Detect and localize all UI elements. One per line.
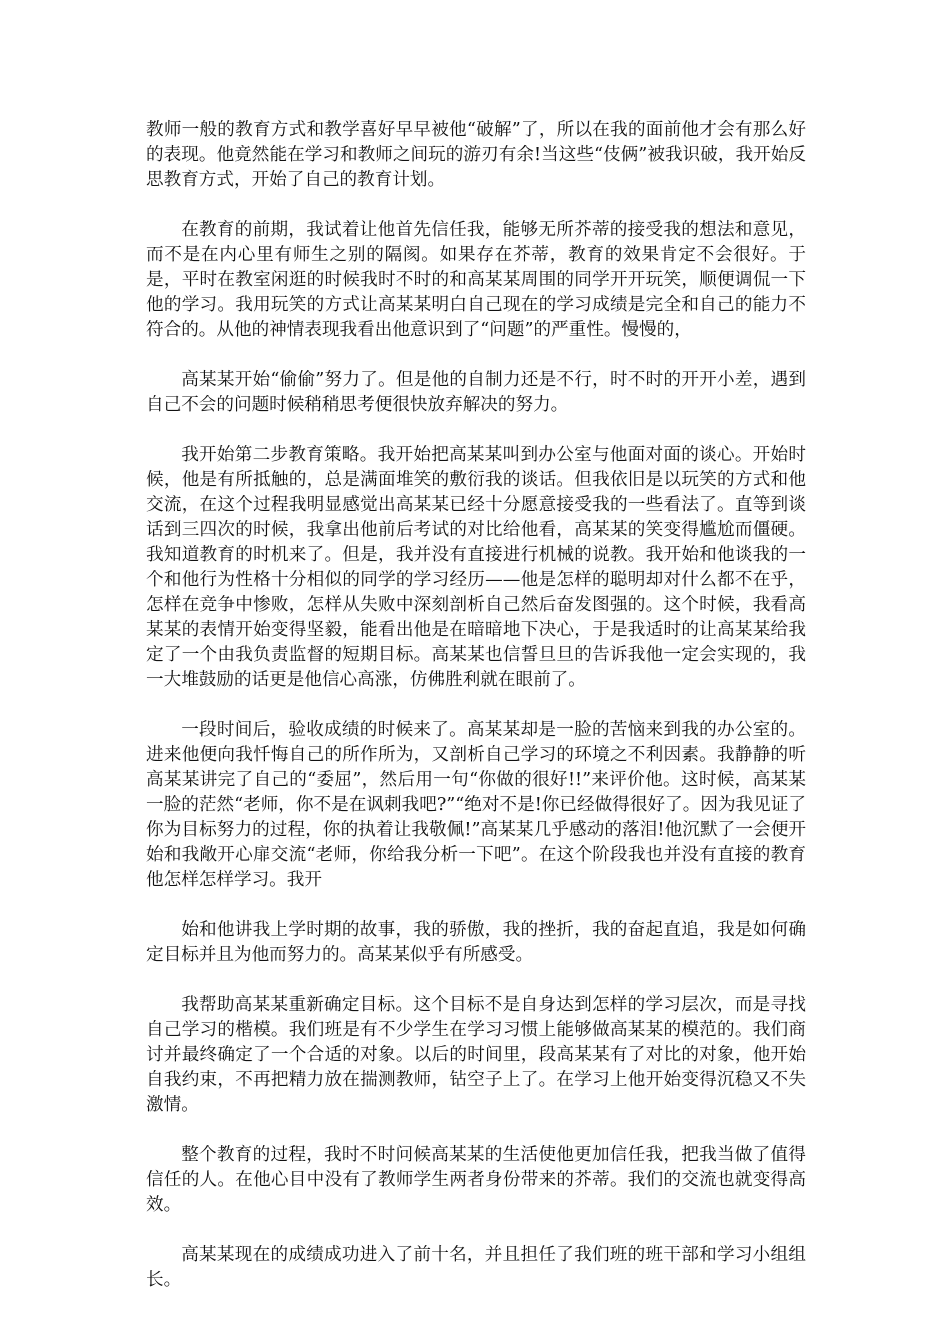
paragraph-6: 始和他讲我上学时期的故事，我的骄傲，我的挫折，我的奋起直追，我是如何确定目标并且为他而努力的。高某某似乎有所感受。: [146, 920, 806, 965]
paragraph-2: 在教育的前期，我试着让他首先信任我，能够无所芥蒂的接受我的想法和意见，而不是在内心里有师生之别的隔阂。如果存在芥蒂，教育的效果肯定不会很好。于是，平时在教室闲逛的时候我时不时的和高某某周围的同学开开玩笑，顺便调侃一下他的学习。我用玩笑的方式让高某某明白自己现在的学习成绩是完全和自己的能力不符合的。从他的神情表现我看出他意识到了“问题”的严重性。慢慢的，: [146, 220, 806, 340]
paragraph-5: 一段时间后，验收成绩的时候来了。高某某却是一脸的苦恼来到我的办公室的。进来他便向我忏悔自己的所作所为，又剖析自己学习的环境之不利因素。我静静的听高某某讲完了自己的“委屈”，然后用一句“你做的很好!!”来评价他。这时候，高某某一脸的茫然“老师，你不是在讽刺我吧?”“绝对不是!你已经做得很好了。因为我见证了你为目标努力的过程，你的执着让我敬佩!”高某某几乎感动的落泪!他沉默了一会便开始和我敞开心扉交流“老师，你给我分析一下吧”。在这个阶段我也并没有直接的教育他怎样怎样学习。我开: [146, 720, 806, 890]
paragraph-1: 教师一般的教育方式和教学喜好早早被他“破解”了，所以在我的面前他才会有那么好的表现。他竟然能在学习和教师之间玩的游刃有余!当这些“伎俩”被我识破，我开始反思教育方式，开始了自己的教育计划。: [146, 120, 806, 190]
body-text: [146, 118, 806, 1318]
paragraph-7: 我帮助高某某重新确定目标。这个目标不是自身达到怎样的学习层次，而是寻找自己学习的楷模。我们班是有不少学生在学习习惯上能够做高某某的模范的。我们商讨并最终确定了一个合适的对象。以后的时间里，段高某某有了对比的对象，他开始自我约束，不再把精力放在揣测教师，钻空子上了。在学习上他开始变得沉稳又不失激情。: [146, 995, 806, 1115]
paragraph-3: 高某某开始“偷偷”努力了。但是他的自制力还是不行，时不时的开开小差，遇到自己不会的问题时候稍稍思考便很快放弃解决的努力。: [146, 370, 806, 415]
paragraph-8: 整个教育的过程，我时不时问候高某某的生活使他更加信任我，把我当做了值得信任的人。在他心目中没有了教师学生两者身份带来的芥蒂。我们的交流也就变得高效。: [146, 1145, 806, 1215]
paragraph-4: 我开始第二步教育策略。我开始把高某某叫到办公室与他面对面的谈心。开始时候，他是有所抵触的，总是满面堆笑的敷衍我的谈话。但我依旧是以玩笑的方式和他交流，在这个过程我明显感觉出高某某已经十分愿意接受我的一些看法了。直等到谈话到三四次的时候，我拿出他前后考试的对比给他看，高某某的笑变得尴尬而僵硬。我知道教育的时机来了。但是，我并没有直接进行机械的说教。我开始和他谈我的一个和他行为性格十分相似的同学的学习经历——他是怎样的聪明却对什么都不在乎，怎样在竞争中惨败，怎样从失败中深刻剖析自己然后奋发图强的。这个时候，我看高某某的表情开始变得坚毅，能看出他是在暗暗地下决心，于是我适时的让高某某给我定了一个由我负责监督的短期目标。高某某也信誓旦旦的告诉我他一定会实现的，我一大堆鼓励的话更是他信心高涨，仿佛胜利就在眼前了。: [146, 445, 806, 690]
paragraph-9: 高某某现在的成绩成功进入了前十名，并且担任了我们班的班干部和学习小组组长。: [146, 1245, 806, 1290]
